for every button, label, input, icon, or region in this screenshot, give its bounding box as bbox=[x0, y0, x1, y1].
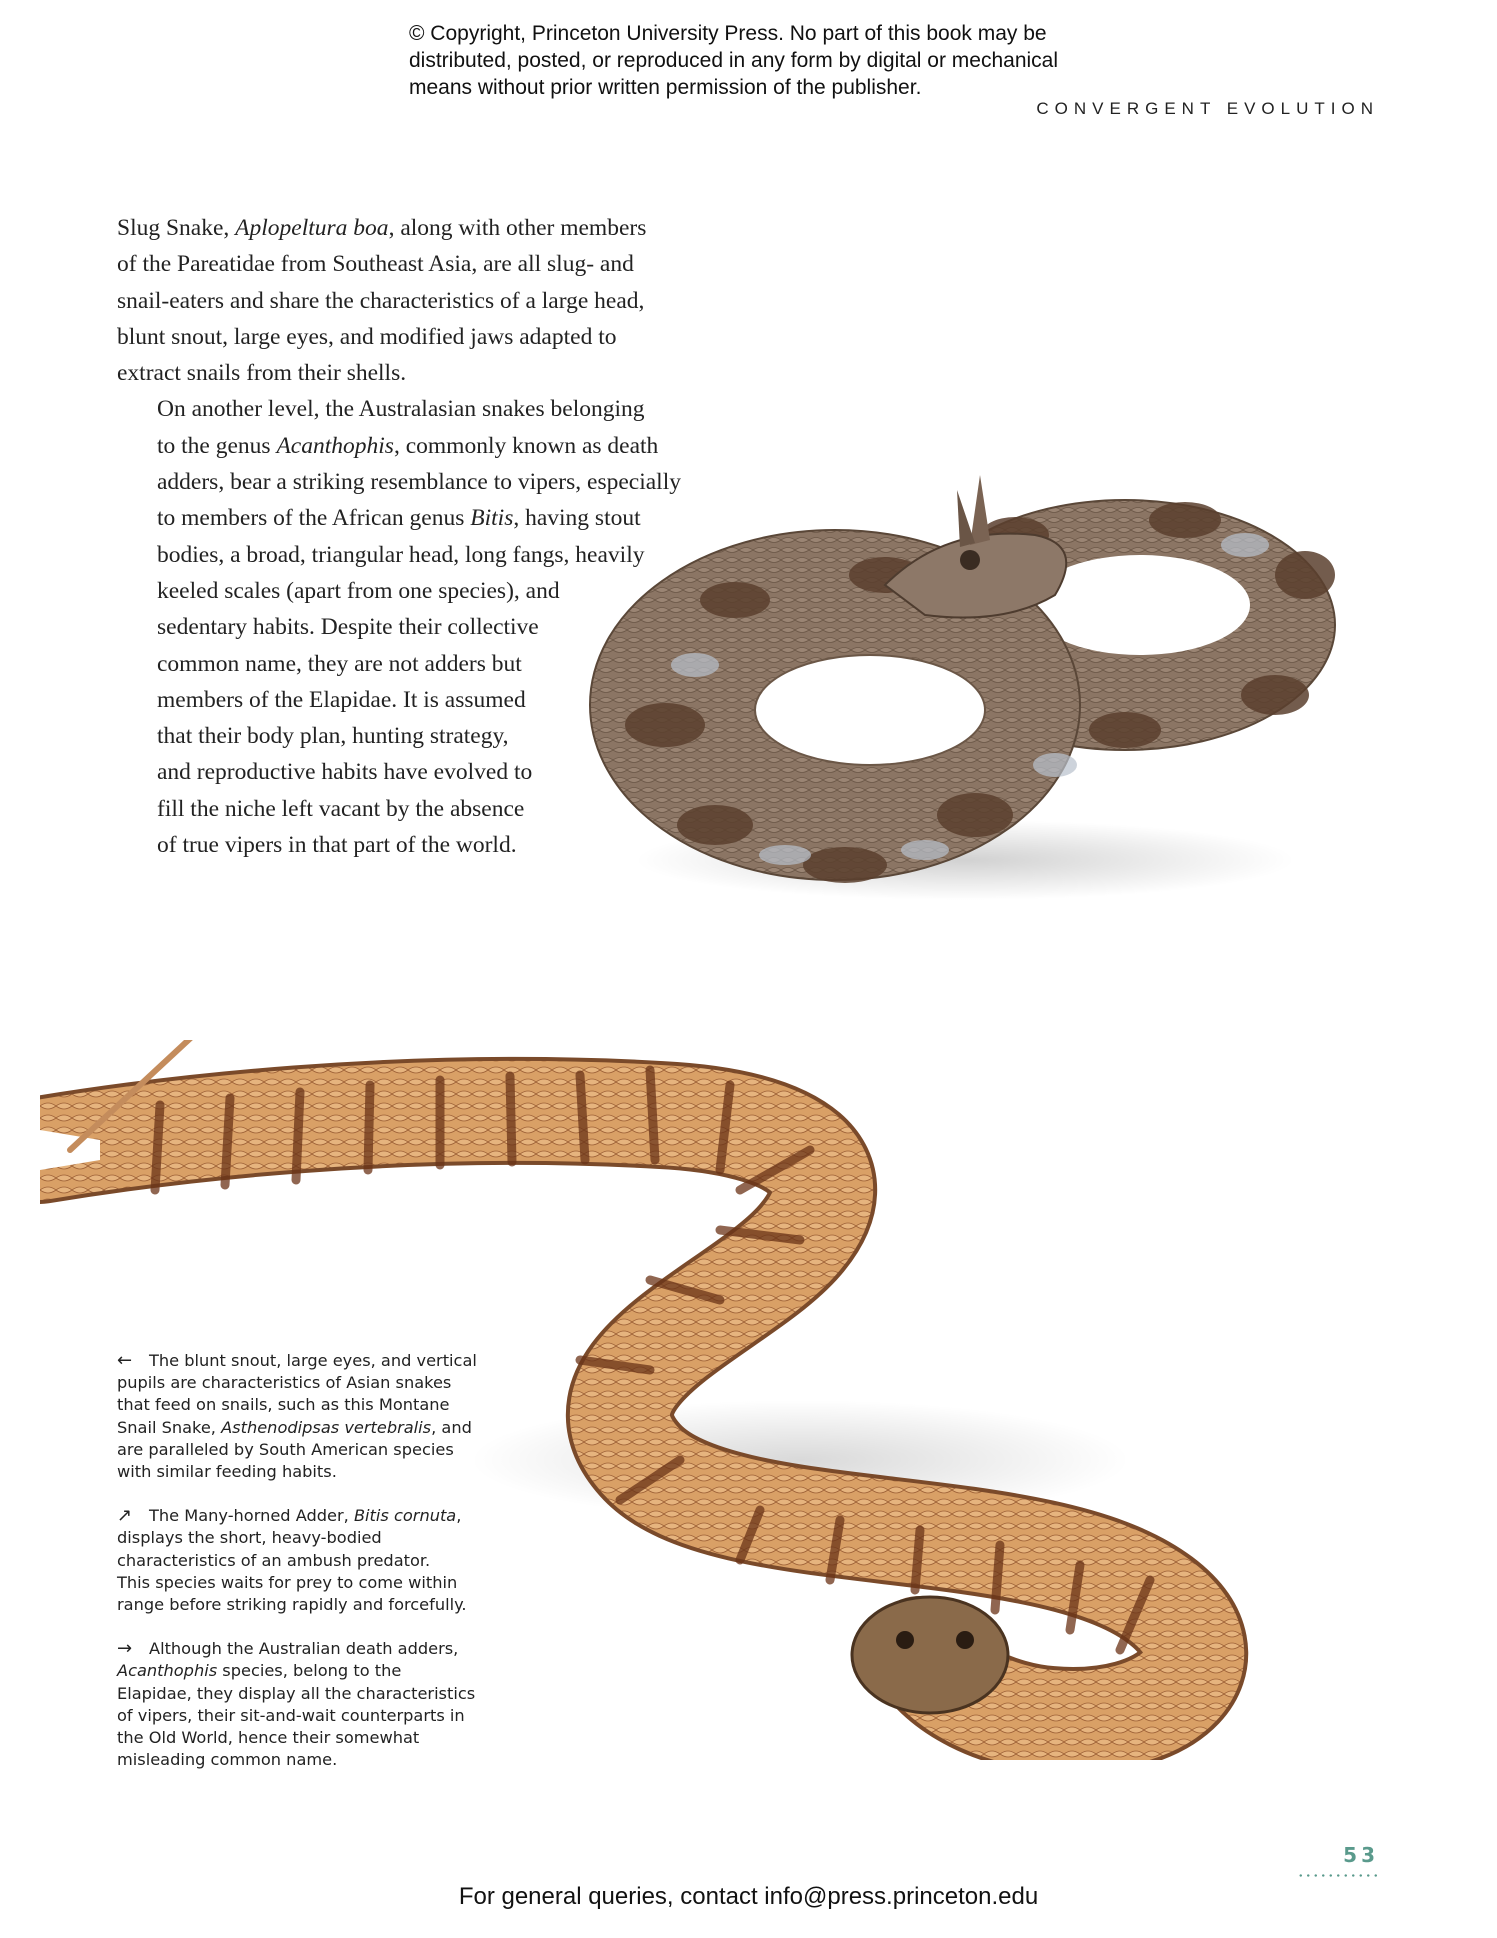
text-run: sedentary habits. Despite their collective bbox=[157, 614, 539, 641]
text-run: species, belong to the bbox=[217, 1661, 402, 1681]
caption-line bbox=[117, 1660, 487, 1682]
caption-line bbox=[117, 1439, 487, 1461]
text-run: Snail Snake, bbox=[117, 1417, 222, 1437]
text-run: On another level, the Australasian snakes belonging bbox=[157, 396, 645, 423]
caption-line bbox=[117, 1417, 487, 1439]
caption-line bbox=[117, 1727, 487, 1749]
caption-line bbox=[117, 1705, 487, 1727]
body-line bbox=[117, 355, 677, 391]
text-run: with similar feeding habits. bbox=[117, 1462, 337, 1482]
text-run: of vipers, their sit-and-wait counterparts in bbox=[117, 1705, 465, 1725]
text-run: Slug Snake, bbox=[117, 215, 236, 241]
caption-line bbox=[117, 1572, 487, 1594]
caption-line bbox=[117, 1594, 487, 1616]
caption-line bbox=[117, 1505, 487, 1527]
text-run: , along with other members bbox=[388, 215, 647, 241]
arrow-right-icon: → bbox=[117, 1638, 133, 1660]
body-line bbox=[117, 283, 677, 319]
text-run: misleading common name. bbox=[117, 1750, 338, 1770]
copyright-line: distributed, posted, or reproduced in any form by digital or mechanical bbox=[409, 49, 1059, 72]
text-run: The blunt snout, large eyes, and vertical bbox=[149, 1351, 477, 1370]
page-number-dots bbox=[1297, 1874, 1379, 1877]
caption-2 bbox=[117, 1505, 487, 1616]
many-horned-adder-photo bbox=[585, 465, 1385, 905]
paragraph-1 bbox=[117, 210, 677, 391]
caption-line bbox=[117, 1461, 487, 1483]
text-run: bodies, a broad, triangular head, long fangs, heavily bbox=[157, 541, 645, 568]
text-run: that their body plan, hunting strategy, bbox=[157, 723, 509, 750]
copyright-line: means without prior written permission of the publisher. bbox=[409, 76, 922, 99]
body-line bbox=[117, 428, 677, 464]
text-run: Although the Australian death adders, bbox=[149, 1639, 459, 1659]
text-run: , commonly known as death bbox=[393, 432, 659, 459]
italic-species-name: Bitis bbox=[470, 505, 514, 532]
text-run: pupils are characteristics of Asian snakes bbox=[117, 1373, 452, 1393]
text-run: extract snails from their shells. bbox=[117, 360, 407, 387]
body-line bbox=[117, 246, 677, 282]
text-run: adders, bear a striking resemblance to vipers, especially bbox=[157, 469, 681, 496]
text-run: characteristics of an ambush predator. bbox=[117, 1550, 431, 1570]
arrow-up-right-icon: ↗ bbox=[117, 1505, 133, 1527]
caption-line bbox=[117, 1350, 487, 1372]
text-run: fill the niche left vacant by the absence bbox=[157, 795, 525, 822]
text-run: the Old World, hence their somewhat bbox=[117, 1728, 420, 1748]
text-run: , bbox=[456, 1506, 462, 1526]
text-run: to members of the African genus bbox=[157, 505, 471, 532]
caption-line bbox=[117, 1372, 487, 1394]
italic-species-name: Asthenodipsas vertebralis bbox=[221, 1417, 432, 1437]
italic-species-name: Acanthophis bbox=[276, 432, 394, 459]
body-line bbox=[117, 391, 677, 427]
text-run: are paralleled by South American species bbox=[117, 1439, 454, 1459]
text-run: Elapidae, they display all the characteristics bbox=[117, 1683, 476, 1703]
text-run: displays the short, heavy-bodied bbox=[117, 1528, 382, 1548]
caption-line bbox=[117, 1749, 487, 1771]
text-run: , and bbox=[431, 1417, 472, 1437]
italic-species-name: Acanthophis bbox=[117, 1661, 218, 1681]
captions bbox=[117, 1350, 487, 1793]
text-run: and reproductive habits have evolved to bbox=[157, 759, 533, 786]
text-run: common name, they are not adders but bbox=[157, 650, 522, 677]
arrow-left-icon: ← bbox=[117, 1350, 133, 1371]
body-line bbox=[117, 210, 677, 246]
italic-species-name: Bitis cornuta bbox=[353, 1506, 457, 1526]
italic-species-name: Aplopeltura boa bbox=[235, 215, 389, 241]
copyright-notice bbox=[409, 20, 1109, 101]
caption-3 bbox=[117, 1638, 487, 1771]
caption-1 bbox=[117, 1350, 487, 1483]
caption-line bbox=[117, 1527, 487, 1549]
running-head: CONVERGENT EVOLUTION bbox=[1036, 99, 1379, 118]
copyright-line: © Copyright, Princeton University Press. No part of this book may be bbox=[409, 22, 1047, 45]
text-run: range before striking rapidly and forcefully. bbox=[117, 1595, 467, 1615]
text-run: , having stout bbox=[513, 505, 641, 532]
page-number: 53 bbox=[1343, 1843, 1379, 1867]
text-run: The Many-horned Adder, bbox=[149, 1506, 354, 1526]
caption-line bbox=[117, 1683, 487, 1705]
text-run: that feed on snails, such as this Montane bbox=[117, 1395, 450, 1415]
caption-line bbox=[117, 1638, 487, 1660]
text-run: of the Pareatidae from Southeast Asia, are all slug- and bbox=[117, 251, 634, 278]
text-run: keeled scales (apart from one species), and bbox=[157, 577, 560, 604]
text-run: This species waits for prey to come within bbox=[117, 1572, 458, 1592]
footer-contact: For general queries, contact info@press.princeton.edu bbox=[458, 1883, 1039, 1910]
caption-line bbox=[117, 1394, 487, 1416]
text-run: blunt snout, large eyes, and modified jaws adapted to bbox=[117, 323, 617, 350]
caption-line bbox=[117, 1550, 487, 1572]
text-run: to the genus bbox=[157, 432, 277, 459]
text-run: members of the Elapidae. It is assumed bbox=[157, 686, 526, 713]
text-run: of true vipers in that part of the world. bbox=[157, 832, 517, 859]
text-run: snail-eaters and share the characteristics of a large head, bbox=[117, 287, 645, 314]
body-line bbox=[117, 319, 677, 355]
